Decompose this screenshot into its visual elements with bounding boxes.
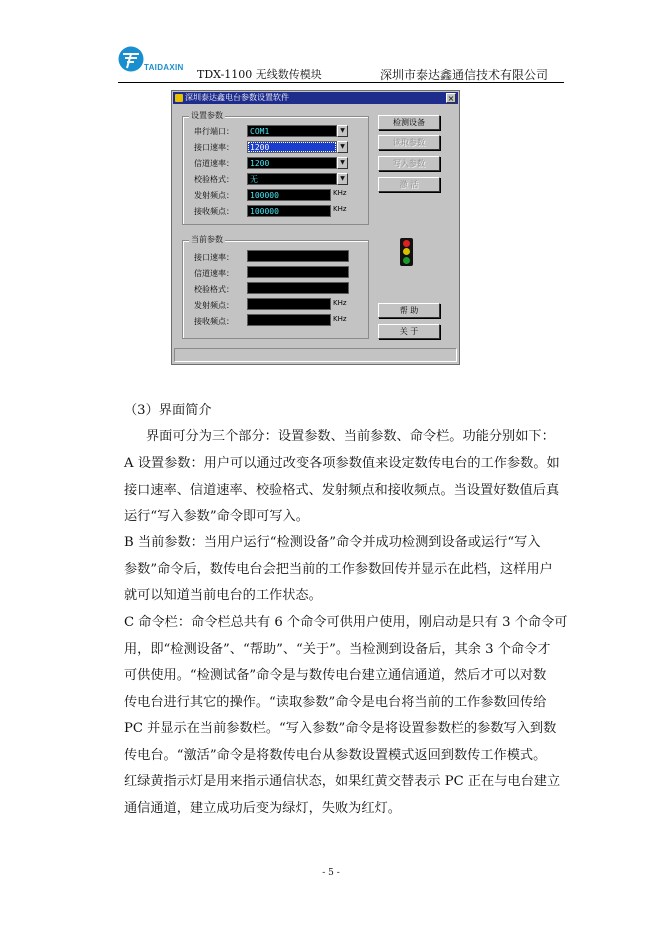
rx-freq-input[interactable]: 100000 <box>247 205 331 217</box>
dialog-titlebar <box>173 92 458 104</box>
section-title: （3）界面简介 <box>124 403 212 418</box>
about-button[interactable]: 关 于 <box>378 324 440 339</box>
paragraph-c <box>124 610 568 822</box>
label-cur-interface-rate: 接口速率： <box>194 253 234 262</box>
paragraph-line: 传电台。“激活”命令是将数传电台从参数设置模式返回到数传工作模式。 <box>124 747 547 763</box>
settings-dialog <box>171 90 460 365</box>
header-product: TDX-1100 无线数传模块 <box>197 68 322 81</box>
chevron-down-icon[interactable]: ▼ <box>337 157 348 169</box>
label-cur-rx-freq: 接收频点： <box>194 317 234 326</box>
paragraph-line: 红绿黄指示灯是用来指示通信状态，如果红黄交替表示 PC 正在与电台建立 <box>124 774 561 789</box>
interface-rate-select[interactable]: 1200 <box>247 141 337 153</box>
current-group-label: 当前参数 <box>191 235 223 244</box>
header-company: 深圳市泰达鑫通信技术有限公司 <box>379 68 548 82</box>
traffic-light-icon <box>400 238 413 266</box>
cur-tx-freq-value <box>247 298 331 310</box>
page-header <box>118 46 564 82</box>
serial-port-select[interactable]: COM1 <box>247 125 337 137</box>
chevron-down-icon[interactable]: ▼ <box>337 173 348 185</box>
label-interface-rate: 接口速率： <box>194 143 234 152</box>
status-bar <box>174 348 457 362</box>
chevron-down-icon[interactable]: ▼ <box>337 125 348 137</box>
paragraph-line: 就可以知道当前电台的工作状态。 <box>124 588 322 603</box>
label-channel-rate: 信道速率： <box>194 159 234 168</box>
settings-group-label: 设置参数 <box>191 111 223 120</box>
rx-freq-unit: KHz <box>333 205 347 213</box>
paragraph-line: 用，即“检测设备”、“帮助”、“关于”。当检测到设备后，其余 3 个命令才 <box>124 641 551 657</box>
header-rule <box>118 82 564 83</box>
activate-button[interactable]: 激 活 <box>378 177 440 192</box>
label-tx-freq: 发射频点： <box>194 191 234 200</box>
paragraph-line: 传电台进行其它的操作。“读取参数”命令是电台将当前的工作参数回传给 <box>124 694 547 710</box>
cur-channel-rate-value <box>247 266 349 278</box>
page-number: - 5 - <box>322 868 340 878</box>
paragraph-line: 运行“写入参数”命令即可写入。 <box>124 509 309 524</box>
app-icon <box>175 94 183 102</box>
paragraph-line: 接口速率、信道速率、校验格式、发射频点和接收频点。当设置好数值后真 <box>124 482 560 498</box>
paragraph-line: A 设置参数：用户可以通过改变各项参数值来设定数传电台的工作参数。如 <box>124 456 560 471</box>
read-params-button[interactable]: 读取参数 <box>378 135 440 150</box>
paragraph-line: B 当前参数：当用户运行“检测设备”命令并成功检测到设备或运行“写入 <box>124 535 541 550</box>
label-cur-parity: 校验格式： <box>194 285 234 294</box>
label-rx-freq: 接收频点： <box>194 207 234 216</box>
label-parity: 校验格式： <box>194 175 234 184</box>
paragraph-b <box>124 530 564 610</box>
paragraph-line: PC 并显示在当前参数栏。“写入参数”命令是将设置参数栏的参数写入到数 <box>124 721 557 736</box>
paragraph-line: 通信通道，建立成功后变为绿灯，失败为红灯。 <box>124 800 401 816</box>
cur-interface-rate-value <box>247 250 349 262</box>
dialog-title: 深圳泰达鑫电台参数设置软件 <box>185 93 289 102</box>
tx-freq-unit: KHz <box>333 189 347 197</box>
intro-line: 界面可分为三个部分：设置参数、当前参数、命令栏。功能分别如下： <box>146 429 555 444</box>
close-icon[interactable]: × <box>447 94 455 103</box>
channel-rate-select[interactable]: 1200 <box>247 157 337 169</box>
paragraph-line: 可供使用。“检测试备”命令是与数传电台建立通信通道，然后才可以对数 <box>124 668 547 683</box>
paragraph-line: 参数”命令后，数传电台会把当前的工作参数回传并显示在此档，这样用户 <box>124 561 553 577</box>
cur-rx-freq-unit: KHz <box>333 315 347 323</box>
label-cur-tx-freq: 发射频点： <box>194 301 234 310</box>
write-params-button[interactable]: 写入参数 <box>378 156 440 171</box>
cur-rx-freq-value <box>247 314 331 326</box>
cur-parity-value <box>247 282 349 294</box>
help-button[interactable]: 帮 助 <box>378 303 440 318</box>
paragraph-line: C 命令栏：命令栏总共有 6 个命令可供用户使用，刚启动是只有 3 个命令可 <box>124 615 568 630</box>
tx-freq-input[interactable]: 100000 <box>247 189 331 201</box>
parity-select[interactable]: 无 <box>247 173 337 185</box>
label-serial-port: 串行端口： <box>194 127 234 136</box>
chevron-down-icon[interactable]: ▼ <box>337 141 348 153</box>
label-cur-channel-rate: 信道速率： <box>194 269 234 278</box>
paragraph-a <box>124 451 564 531</box>
cur-tx-freq-unit: KHz <box>333 299 347 307</box>
brand-name: TAIDAXIN <box>144 63 184 72</box>
taidaxin-logo-icon <box>118 46 144 72</box>
detect-device-button[interactable]: 检测设备 <box>378 115 440 130</box>
